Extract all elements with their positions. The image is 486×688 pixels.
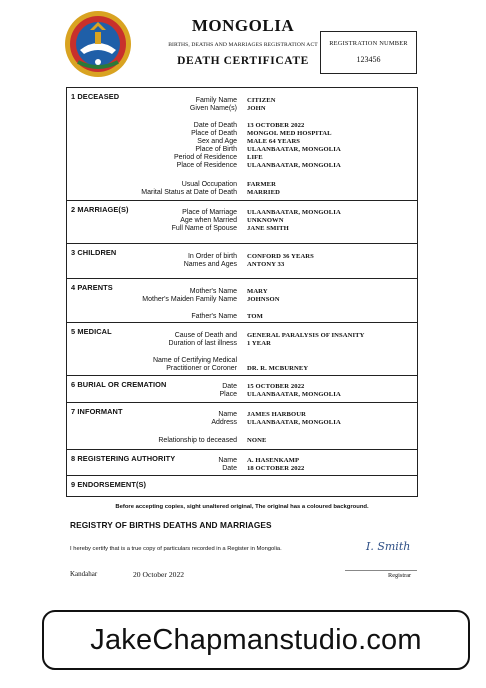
field-row [67, 209, 417, 217]
field-row [67, 154, 417, 162]
field-value: CITIZEN [247, 97, 276, 104]
field-value: TOM [247, 313, 263, 320]
field-value: LIFE [247, 154, 263, 161]
country-title: MONGOLIA [191, 16, 295, 35]
field-value: JAMES HARBOUR [247, 411, 306, 418]
section-parents [67, 279, 417, 323]
field-row [67, 189, 417, 197]
field-value: ULAANBAATAR, MONGOLIA [247, 209, 341, 216]
section-informant [67, 403, 417, 450]
field-row [67, 130, 417, 138]
section-title: 2 MARRIAGE(S) [71, 205, 129, 214]
act-subtitle: BIRTHS, DEATHS AND MARRIAGES REGISTRATION ACT [168, 42, 318, 48]
section-burial [67, 376, 417, 403]
field-row [67, 332, 417, 340]
watermark-banner: JakeChapmanstudio.com [42, 610, 470, 670]
registration-box [320, 31, 417, 74]
field-value: MARRIED [247, 189, 280, 196]
field-value: MALE 64 YEARS [247, 138, 301, 145]
field-label: Date [222, 383, 237, 390]
field-label: Family Name [195, 97, 237, 104]
field-row [67, 225, 417, 233]
field-value: JOHNSON [247, 296, 280, 303]
field-value: JOHN [247, 105, 266, 112]
field-value: MARY [247, 288, 268, 295]
field-row [67, 383, 417, 391]
registrar-signature: I. Smith [366, 540, 411, 553]
section-endorsements [67, 476, 417, 496]
field-value: DR. R. MCBURNEY [247, 365, 309, 372]
section-deceased [67, 88, 417, 201]
field-row [67, 288, 417, 296]
field-value: ULAANBAATAR, MONGOLIA [247, 391, 341, 398]
field-label: Place [219, 391, 237, 398]
section-title: 1 DECEASED [71, 92, 120, 101]
field-label: Place of Death [191, 130, 237, 137]
field-row [67, 253, 417, 261]
field-label: Duration of last illness [168, 340, 237, 347]
section-title: 7 INFORMANT [71, 407, 123, 416]
field-value: NONE [247, 437, 267, 444]
field-label: Name of Certifying Medical [152, 357, 237, 364]
accept-note: Before accepting copies, sight unaltered original, The original has a coloured background. [115, 504, 369, 510]
field-label: Father's Name [191, 313, 237, 320]
field-label: Relationship to deceased [158, 437, 237, 444]
field-row [67, 296, 417, 304]
field-value: CONFORD 36 YEARS [247, 253, 314, 260]
field-value: 1 YEAR [247, 340, 271, 347]
field-row [67, 97, 417, 105]
field-label: Place of Residence [176, 162, 237, 169]
field-row [67, 138, 417, 146]
field-label: Period of Residence [173, 154, 237, 161]
issue-place: Kandahar [70, 570, 98, 578]
field-value: ULAANBAATAR, MONGOLIA [247, 162, 341, 169]
field-row [67, 419, 417, 427]
section-title: 9 ENDORSEMENT(S) [71, 480, 147, 489]
field-label: Full Name of Spouse [171, 225, 237, 232]
registry-heading: REGISTRY OF BIRTHS DEATHS AND MARRIAGES [70, 520, 272, 530]
field-label: Place of Birth [195, 146, 237, 153]
field-value: UNKNOWN [247, 217, 284, 224]
registrar-label: Registrar [388, 572, 412, 579]
field-label: Names and Ages [183, 261, 237, 268]
section-title: 3 CHILDREN [71, 248, 117, 257]
field-row [67, 365, 417, 373]
field-row [67, 391, 417, 399]
registration-label: REGISTRATION NUMBER [329, 40, 408, 47]
field-row [67, 437, 417, 445]
field-value: GENERAL PARALYSIS OF INSANITY [247, 332, 365, 339]
field-label: Name [218, 457, 237, 464]
field-label: Sex and Age [197, 138, 237, 145]
field-value: ULAANBAATAR, MONGOLIA [247, 146, 341, 153]
field-label: Given Name(s) [189, 105, 237, 112]
field-row [67, 411, 417, 419]
field-label: Age when Married [180, 217, 237, 224]
field-label: In Order of birth [187, 253, 237, 260]
field-label: Usual Occupation [181, 181, 237, 188]
field-label: Mother's Maiden Family Name [142, 296, 237, 303]
section-title: 4 PARENTS [71, 283, 113, 292]
field-row [67, 146, 417, 154]
field-label: Mother's Name [189, 288, 237, 295]
field-label: Date of Death [193, 122, 237, 129]
field-row [67, 465, 417, 473]
section-marriages [67, 201, 417, 244]
field-label: Place of Marriage [182, 209, 237, 216]
certificate-title: DEATH CERTIFICATE [177, 55, 309, 67]
field-value: 18 OCTOBER 2022 [247, 465, 305, 472]
field-value: ANTONY 33 [247, 261, 285, 268]
section-title: 5 MEDICAL [71, 327, 112, 336]
section-medical [67, 323, 417, 376]
signature-line [345, 570, 417, 571]
field-value: 13 OCTOBER 2022 [247, 122, 305, 129]
section-title: 8 REGISTERING AUTHORITY [71, 454, 176, 463]
mongolia-emblem-icon [64, 10, 132, 78]
field-label: Name [218, 411, 237, 418]
section-title: 6 BURIAL OR CREMATION [71, 380, 167, 389]
field-value: FARMER [247, 181, 277, 188]
field-row [67, 261, 417, 269]
field-value: 15 OCTOBER 2022 [247, 383, 305, 390]
registration-number: 123456 [356, 55, 381, 64]
field-row [67, 162, 417, 170]
field-label: Date [222, 465, 237, 472]
section-registering-authority [67, 450, 417, 476]
field-value: ULAANBAATAR, MONGOLIA [247, 419, 341, 426]
field-row [67, 105, 417, 113]
field-row [67, 340, 417, 348]
field-row [67, 357, 417, 365]
field-label: Cause of Death and [174, 332, 237, 339]
field-row [67, 181, 417, 189]
field-row [67, 122, 417, 130]
sections-table [66, 87, 418, 497]
certify-text: I hereby certify that is a true copy of particulars recorded in a Register in Mongolia. [70, 546, 282, 552]
field-row [67, 313, 417, 321]
field-label: Marital Status at Date of Death [141, 189, 237, 196]
field-value: A. HASENKAMP [247, 457, 300, 464]
field-row [67, 217, 417, 225]
field-value: MONGOL MED HOSPITAL [247, 130, 332, 137]
field-label: Address [211, 419, 237, 426]
field-value: JANE SMITH [247, 225, 289, 232]
field-label: Practitioner or Coroner [166, 365, 237, 372]
field-row [67, 457, 417, 465]
section-children [67, 244, 417, 279]
issue-date: 20 October 2022 [133, 570, 185, 579]
